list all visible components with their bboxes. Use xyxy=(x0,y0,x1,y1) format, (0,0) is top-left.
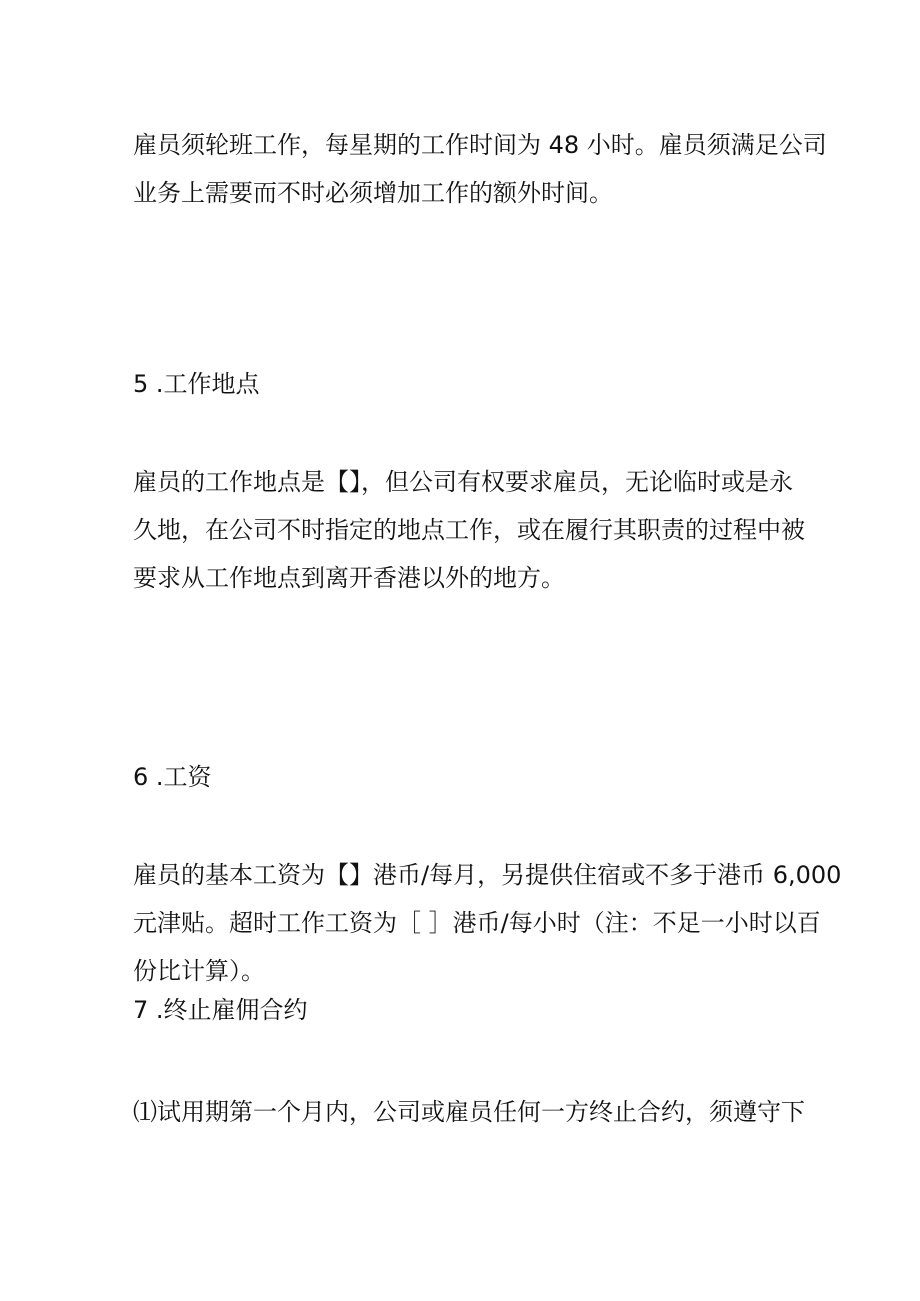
section-heading-5: 5 .工作地点 xyxy=(133,370,260,398)
paragraph-working-hours xyxy=(133,121,827,217)
paragraph-line: 份比计算）。 xyxy=(133,957,265,985)
paragraph-line: 业务上需要而不时必须增加工作的额外时间。 xyxy=(133,179,613,207)
section-heading-7: 7 .终止雇佣合约 xyxy=(133,996,308,1024)
paragraph-line: 雇员的工作地点是【】，但公司有权要求雇员，无论临时或是永 xyxy=(133,468,793,496)
paragraph-work-location xyxy=(133,458,805,602)
section-heading-6: 6 .工资 xyxy=(133,763,212,791)
paragraph-line: 元津贴。超时工作工资为［ ］港币/每小时（注：不足一小时以百 xyxy=(133,909,821,937)
paragraph-line: 久地，在公司不时指定的地点工作，或在履行其职责的过程中被 xyxy=(133,516,805,544)
paragraph-line: 要求从工作地点到离开香港以外的地方。 xyxy=(133,564,565,592)
paragraph-line: 雇员须轮班工作，每星期的工作时间为 48 小时。雇员须满足公司 xyxy=(133,131,827,159)
paragraph-line: 雇员的基本工资为【】港币/每月，另提供住宿或不多于港币 6,000 xyxy=(133,861,842,889)
paragraph-wages xyxy=(133,851,842,995)
paragraph-line: ⑴试用期第一个月内，公司或雇员任何一方终止合约，须遵守下 xyxy=(133,1098,805,1126)
paragraph-termination xyxy=(133,1088,805,1136)
